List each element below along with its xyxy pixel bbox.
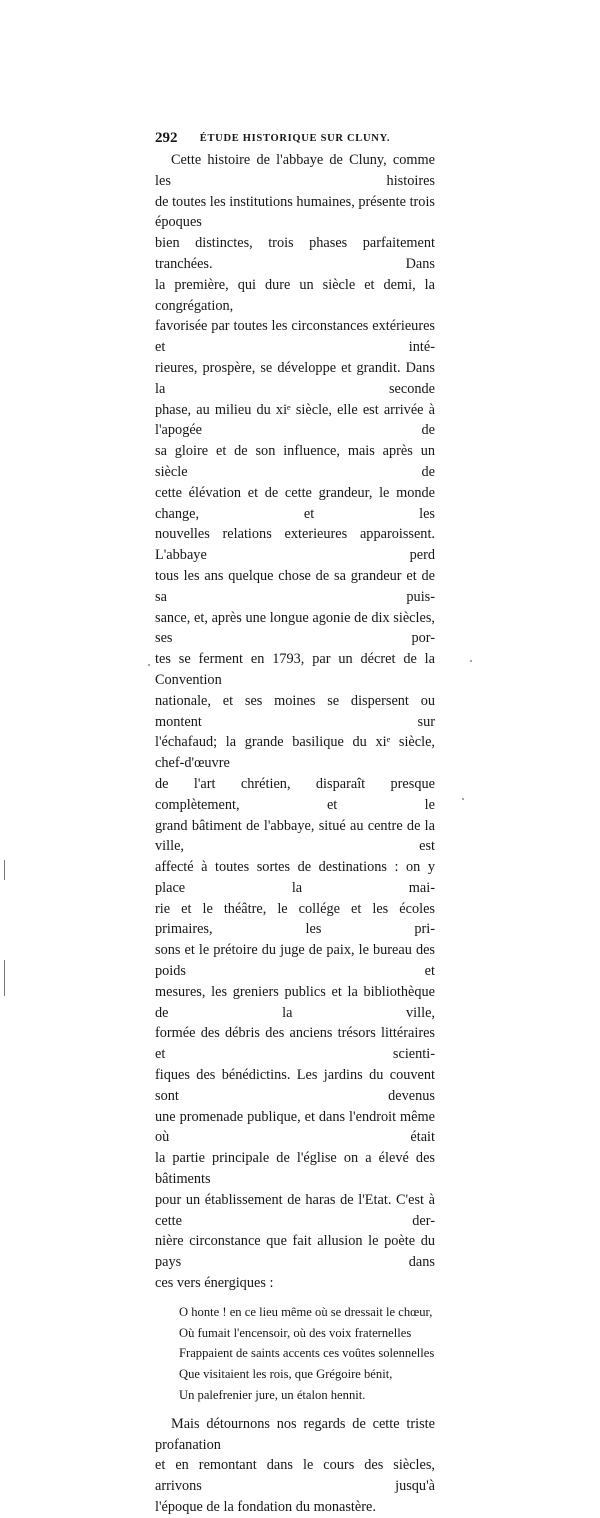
text-line: de l'art chrétien, disparaît presque complètement, et le xyxy=(155,775,435,813)
text-line: ces vers énergiques : xyxy=(155,1275,274,1292)
verse-quotation xyxy=(179,1302,435,1406)
paragraph-1 xyxy=(155,150,435,1294)
text-line: de toutes les institutions humaines, présente trois époques xyxy=(155,193,435,231)
text-line: favorisée par toutes les circonstances extérieures et inté- xyxy=(155,318,435,356)
scan-margin-mark xyxy=(4,960,5,996)
text-line: tous les ans quelque chose de sa grandeur et de sa puis- xyxy=(155,567,435,605)
text-line: sa gloire et de son influence, mais après un siècle de xyxy=(155,443,435,480)
verse-line: Où fumait l'encensoir, où des voix fraternelles xyxy=(179,1325,412,1340)
text-line: cette élévation et de cette grandeur, le monde change, et les xyxy=(155,484,435,522)
page-number: 292 xyxy=(155,130,178,146)
text-line: tes se ferment en 1793, par un décret de la Convention xyxy=(155,651,435,688)
text-line: l'échafaud; la grande basilique du xiᵉ siècle, chef-d'œuvre xyxy=(155,734,435,772)
text-line: l'époque de la fondation du monastère. xyxy=(155,1499,376,1515)
scan-speck xyxy=(470,660,472,662)
text-line: pour un établissement de haras de l'Etat. C'est à cette der- xyxy=(155,1191,435,1229)
text-line: Mais détournons nos regards de cette triste profanation xyxy=(155,1415,435,1453)
text-line: nière circonstance que fait allusion le poète du pays dans xyxy=(155,1233,435,1271)
text-line: et en remontant dans le cours des siècles, arrivons jusqu'à xyxy=(155,1457,435,1495)
text-line: grand bâtiment de l'abbaye, situé au centre de la ville, est xyxy=(155,817,435,855)
paragraph-2 xyxy=(155,1414,435,1518)
text-line: Cette histoire de l'abbaye de Cluny, comme les histoires xyxy=(155,152,435,189)
text-line: sance, et, après une longue agonie de dix siècles, ses por- xyxy=(155,609,435,647)
text-line: la partie principale de l'église on a élevé des bâtiments xyxy=(155,1150,435,1188)
text-line: mesures, les greniers publics et la bibliothèque de la ville, xyxy=(155,983,435,1021)
scan-speck xyxy=(462,798,464,800)
verse-line: O honte ! en ce lieu même où se dressait le chœur, xyxy=(179,1304,433,1319)
verse-line: Un palefrenier jure, un étalon hennit. xyxy=(179,1388,366,1403)
text-line: une promenade publique, et dans l'endroit même où était xyxy=(155,1108,435,1146)
text-line: affecté à toutes sortes de destinations : on y place la mai- xyxy=(155,859,435,896)
verse-line: Frappaient de saints accents ces voûtes solennelles xyxy=(179,1346,435,1361)
body-text xyxy=(155,150,435,1518)
text-line: nationale, et ses moines se dispersent ou montent sur xyxy=(155,692,435,730)
text-line: bien distinctes, trois phases parfaitement tranchées. Dans xyxy=(155,235,435,272)
text-line: la première, qui dure un siècle et demi, la congrégation, xyxy=(155,276,435,314)
text-line: formée des débris des anciens trésors littéraires et scienti- xyxy=(155,1025,435,1063)
running-title: ÉTUDE HISTORIQUE SUR CLUNY. xyxy=(199,133,391,144)
text-line: rie et le théâtre, le collége et les écoles primaires, les pri- xyxy=(155,900,435,938)
scan-margin-mark xyxy=(4,860,5,880)
scan-speck xyxy=(148,664,150,666)
text-line: rieures, prospère, se développe et grandit. Dans la seconde xyxy=(155,359,435,397)
running-head xyxy=(155,130,435,150)
text-line: fiques des bénédictins. Les jardins du couvent sont devenus xyxy=(155,1067,435,1104)
text-line: nouvelles relations exterieures apparoissent. L'abbaye perd xyxy=(155,526,435,564)
text-line: sons et le prétoire du juge de paix, le bureau des poids et xyxy=(155,942,435,980)
text-line: phase, au milieu du xiᵉ siècle, elle est arrivée à l'apogée de xyxy=(155,401,435,439)
verse-line: Que visitaient les rois, que Grégoire bénit, xyxy=(179,1367,393,1382)
